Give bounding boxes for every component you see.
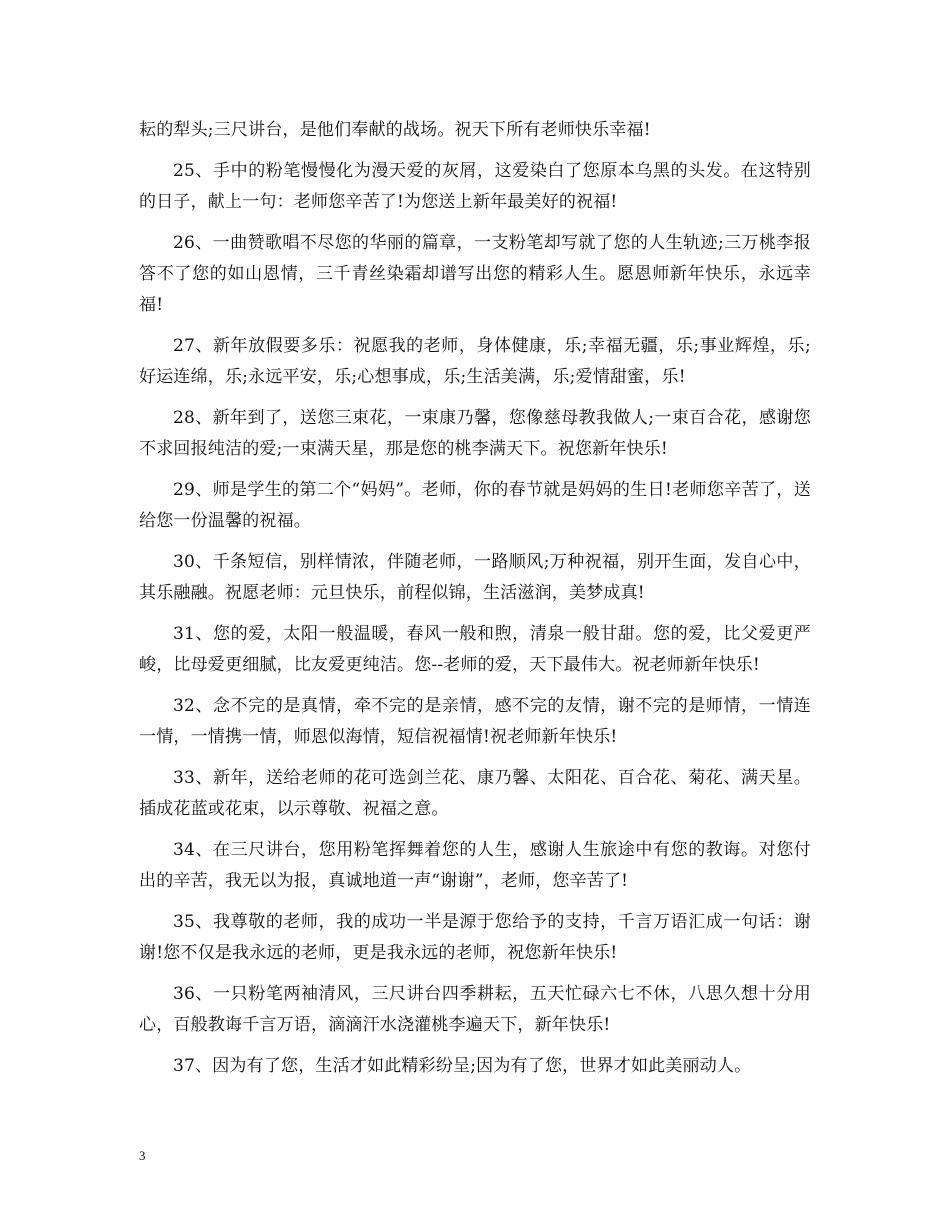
document-body xyxy=(139,115,811,1092)
paragraph: 34、在三尺讲台，您用粉笔挥舞着您的人生，感谢人生旅途中有您的教诲。对您付出的辛苦，我无以为报，真诚地道一声“谢谢”，老师，您辛苦了! xyxy=(139,840,811,891)
paragraph: 35、我尊敬的老师，我的成功一半是源于您给予的支持，千言万语汇成一句话：谢谢!您不仅是我永远的老师，更是我永远的老师，祝您新年快乐! xyxy=(139,912,811,963)
paragraph: 37、因为有了您，生活才如此精彩纷呈;因为有了您，世界才如此美丽动人。 xyxy=(173,1056,752,1076)
paragraph: 36、一只粉笔两袖清风，三尺讲台四季耕耘，五天忙碌六七不休，八思久想十分用心，百般教诲千言万语，滴滴汗水浇灌桃李遍天下，新年快乐! xyxy=(139,984,811,1035)
paragraph: 32、念不完的是真情，牵不完的是亲情，感不完的友情，谢不完的是师情，一情连一情，一情携一情，师恩似海情，短信祝福情!祝老师新年快乐! xyxy=(139,696,811,747)
page-number: 3 xyxy=(139,1148,146,1163)
paragraph: 33、新年，送给老师的花可选剑兰花、康乃馨、太阳花、百合花、菊花、满天星。插成花蓝或花束，以示尊敬、祝福之意。 xyxy=(139,768,811,819)
paragraph: 28、新年到了，送您三束花，一束康乃馨，您像慈母教我做人;一束百合花，感谢您不求回报纯洁的爱;一束满天星，那是您的桃李满天下。祝您新年快乐! xyxy=(139,408,811,459)
paragraph: 31、您的爱，太阳一般温暖，春风一般和煦，清泉一般甘甜。您的爱，比父爱更严峻，比母爱更细腻，比友爱更纯洁。您--老师的爱，天下最伟大。祝老师新年快乐! xyxy=(139,624,811,675)
paragraph: 27、新年放假要多乐：祝愿我的老师，身体健康，乐;幸福无疆，乐;事业辉煌，乐;好运连绵，乐;永远平安，乐;心想事成，乐;生活美满，乐;爱情甜蜜，乐! xyxy=(139,336,811,387)
paragraph: 耘的犁头;三尺讲台，是他们奉献的战场。祝天下所有老师快乐幸福! xyxy=(139,120,651,140)
paragraph: 29、师是学生的第二个“妈妈”。老师，你的春节就是妈妈的生日!老师您辛苦了，送给您一份温馨的祝福。 xyxy=(139,480,811,531)
paragraph: 25、手中的粉笔慢慢化为漫天爱的灰屑，这爱染白了您原本乌黑的头发。在这特别的日子，献上一句：老师您辛苦了!为您送上新年最美好的祝福! xyxy=(139,161,811,212)
paragraph: 30、千条短信，别样情浓，伴随老师，一路顺风;万种祝福，别开生面，发自心中，其乐融融。祝愿老师：元旦快乐，前程似锦，生活滋润，美梦成真! xyxy=(139,552,811,603)
paragraph: 26、一曲赞歌唱不尽您的华丽的篇章，一支粉笔却写就了您的人生轨迹;三万桃李报答不了您的如山恩情，三千青丝染霜却谱写出您的精彩人生。愿恩师新年快乐，永远幸福! xyxy=(139,233,811,315)
